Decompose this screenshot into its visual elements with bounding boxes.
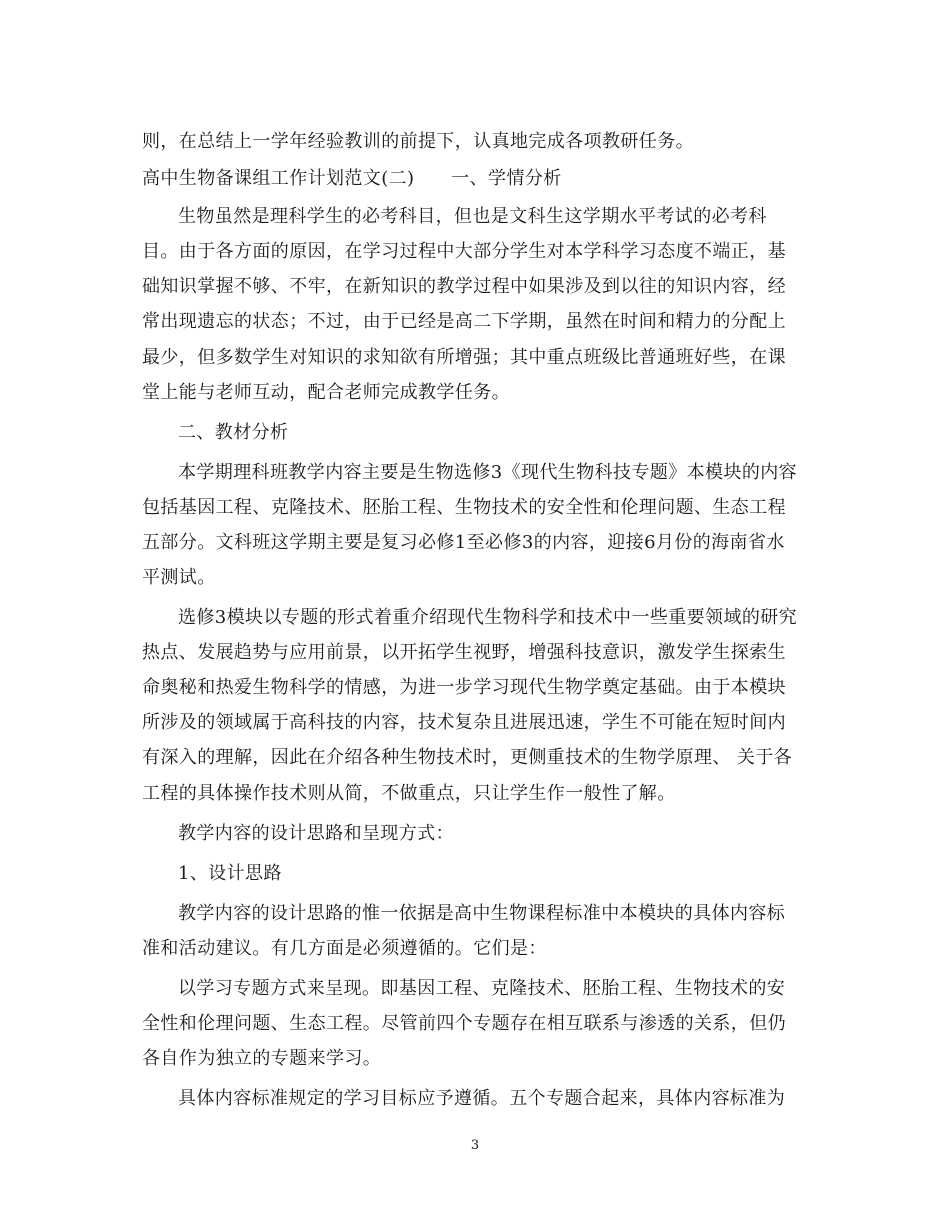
text-line: 常出现遗忘的状态；不过，由于已经是高二下学期，虽然在时间和精力的分配上: [142, 311, 786, 332]
section-heading: 二、教材分析: [178, 422, 289, 443]
text-line: 工程的具体操作技术则从简，不做重点，只让学生作一般性了解。: [142, 783, 676, 804]
text-line: 目。由于各方面的原因，在学习过程中大部分学生对本学科学习态度不端正，基: [142, 241, 786, 262]
text-line: 最少，但多数学生对知识的求知欲有所增强；其中重点班级比普通班好些，在课: [142, 347, 786, 368]
text-line: 热点、发展趋势与应用前景，以开拓学生视野，增强科技意识，激发学生探索生: [142, 642, 786, 663]
text-line: 以学习专题方式来呈现。即基因工程、克隆技术、胚胎工程、生物技术的安: [178, 978, 786, 999]
section-heading: 教学内容的设计思路和呈现方式：: [178, 823, 454, 844]
text-line: 堂上能与老师互动，配合老师完成教学任务。: [142, 382, 510, 403]
text-line: 选修3模块以专题的形式着重介绍现代生物科学和技术中一些重要领域的研究: [178, 607, 798, 628]
text-line: 命奥秘和热爱生物科学的情感，为进一步学习现代生物学奠定基础。由于本模块: [142, 677, 786, 698]
section-heading: 1、设计思路: [178, 863, 282, 884]
text-line: 教学内容的设计思路的惟一依据是高中生物课程标准中本模块的具体内容标: [178, 903, 786, 924]
text-line: 准和活动建议。有几方面是必须遵循的。它们是：: [142, 938, 547, 959]
text-line: 有深入的理解，因此在介绍各种生物技术时，更侧重技术的生物学原理、 关于各: [142, 747, 793, 768]
text-line: 平测试。: [142, 567, 216, 588]
text-line: 五部分。文科班这学期主要是复习必修1至必修3的内容，迎接6月份的海南省水: [142, 532, 785, 553]
text-line: 本学期理科班教学内容主要是生物选修3《现代生物科技专题》本模块的内容: [178, 462, 798, 483]
text-line: 础知识掌握不够、不牢，在新知识的教学过程中如果涉及到以往的知识内容，经: [142, 276, 786, 297]
text-line: 所涉及的领域属于高科技的内容，技术复杂且进展迅速，学生不可能在短时间内: [142, 712, 786, 733]
text-line: 生物虽然是理科学生的必考科目，但也是文科生这学期水平考试的必考科: [178, 206, 767, 227]
text-line: 则，在总结上一学年经验教训的前提下，认真地完成各项教研任务。: [142, 131, 694, 152]
page-number: 3: [470, 1138, 480, 1153]
section-heading: 高中生物备课组工作计划范文(二) 一、学情分析: [142, 168, 562, 189]
text-line: 全性和伦理问题、生态工程。尽管前四个专题存在相互联系与渗透的关系，但仍: [142, 1013, 786, 1034]
text-line: 各自作为独立的专题来学习。: [142, 1048, 382, 1069]
text-line: 具体内容标准规定的学习目标应予遵循。五个专题合起来，具体内容标准为: [178, 1088, 786, 1109]
text-line: 包括基因工程、克隆技术、胚胎工程、生物技术的安全性和伦理问题、生态工程: [142, 497, 786, 518]
